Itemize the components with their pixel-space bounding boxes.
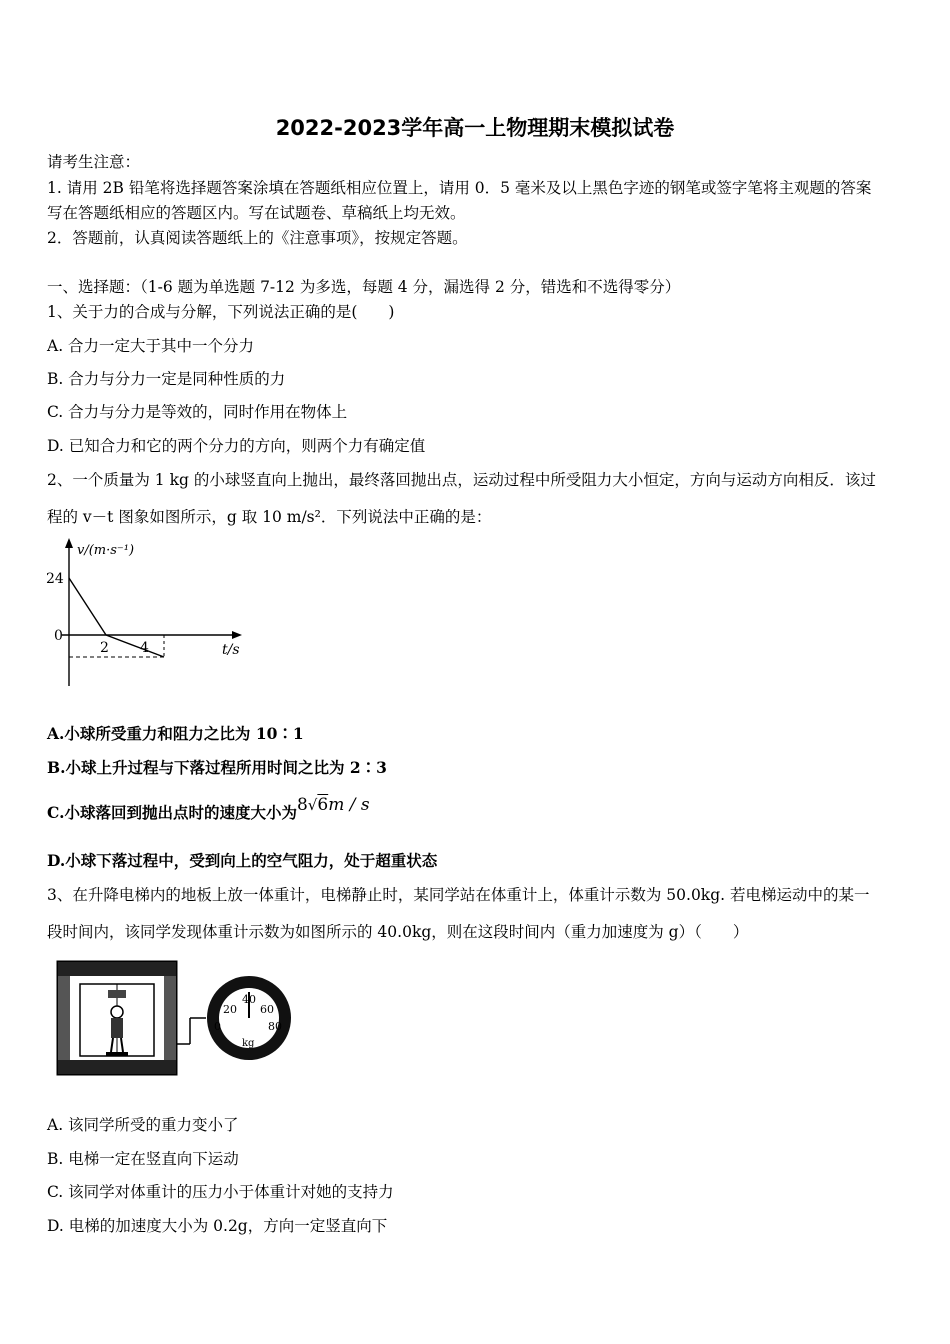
question-1-option-c: C. 合力与分力是等效的，同时作用在物体上 (47, 403, 348, 421)
graph-xtick-2: 2 (100, 640, 109, 656)
question-1-option-b: B. 合力与分力一定是同种性质的力 (47, 370, 286, 388)
dial-label-60: 60 (260, 1003, 274, 1016)
question-3-option-d: D. 电梯的加速度大小为 0.2g，方向一定竖直向下 (47, 1217, 388, 1235)
page-title: 2022-2023学年高一上物理期末模拟试卷 (275, 116, 675, 140)
question-1-stem: 1、关于力的合成与分解，下列说法正确的是( ) (47, 303, 395, 321)
dial-label-0: 0 (214, 1020, 221, 1033)
dial-unit: kg (242, 1038, 255, 1049)
velocity-expression: 8√6m / s (296, 795, 370, 815)
graph-xlabel: t/s (222, 642, 240, 658)
notice-heading: 请考生注意： (47, 153, 141, 171)
dial-label-20: 20 (223, 1003, 237, 1016)
notice-item-2: 2．答题前，认真阅读答题纸上的《注意事项》，按规定答题。 (47, 229, 468, 247)
notice-item-1: 1. 请用 2B 铅笔将选择题答案涂填在答题纸相应位置上，请用 0．5 毫米及以上黑色字迹的钢笔或签字笔将主观题的答案 (47, 179, 872, 197)
question-3-stem: 3、在升降电梯内的地板上放一体重计，电梯静止时，某同学站在体重计上，体重计示数为 50.0kg. 若电梯运动中的某一 (47, 886, 870, 904)
dial-label-40: 40 (242, 993, 256, 1006)
question-2-stem-cont: 程的 v－t 图象如图所示，g 取 10 m/s²．下列说法中正确的是： (47, 508, 492, 526)
question-3-option-a: A. 该同学所受的重力变小了 (47, 1116, 239, 1134)
question-3-option-c: C. 该同学对体重计的压力小于体重计对她的支持力 (47, 1183, 394, 1201)
graph-ytick-24: 24 (46, 571, 64, 587)
question-2-option-c-text: C.小球落回到抛出点时的速度大小为 (47, 803, 297, 822)
question-2-option-d: D.小球下落过程中，受到向上的空气阻力，处于超重状态 (47, 851, 438, 870)
question-3-option-b: B. 电梯一定在竖直向下运动 (47, 1150, 239, 1168)
elevator-figure (56, 958, 296, 1078)
graph-xtick-4: 4 (140, 640, 149, 656)
question-2-option-a: A.小球所受重力和阻力之比为 10∶1 (47, 724, 304, 743)
notice-item-1-cont: 写在答题纸相应的答题区内。写在试题卷、草稿纸上均无效。 (47, 204, 466, 222)
section-heading: 一、选择题：（1-6 题为单选题 7-12 为多选，每题 4 分，漏选得 2 分，错选和不选得零分） (47, 278, 681, 296)
question-2-stem: 2、一个质量为 1 kg 的小球竖直向上抛出，最终落回抛出点，运动过程中所受阻力大小恒定，方向与运动方向相反．该过 (47, 471, 876, 489)
question-1-option-a: A. 合力一定大于其中一个分力 (47, 337, 255, 355)
dial-label-80: 80 (268, 1020, 282, 1033)
graph-origin: 0 (54, 628, 63, 644)
vt-graph (44, 536, 254, 694)
question-3-stem-cont: 段时间内，该同学发现体重计示数为如图所示的 40.0kg，则在这段时间内（重力加速度为 g）（ ） (47, 923, 749, 941)
ascent-line (69, 578, 106, 635)
question-2-option-b: B.小球上升过程与下落过程所用时间之比为 2∶3 (47, 758, 387, 777)
descent-line (106, 635, 164, 657)
question-1-option-d: D. 已知合力和它的两个分力的方向，则两个力有确定值 (47, 437, 426, 455)
question-2-option-c (47, 795, 370, 823)
graph-ylabel: v/(m·s⁻¹) (77, 543, 135, 558)
person-figure (111, 1006, 123, 1018)
